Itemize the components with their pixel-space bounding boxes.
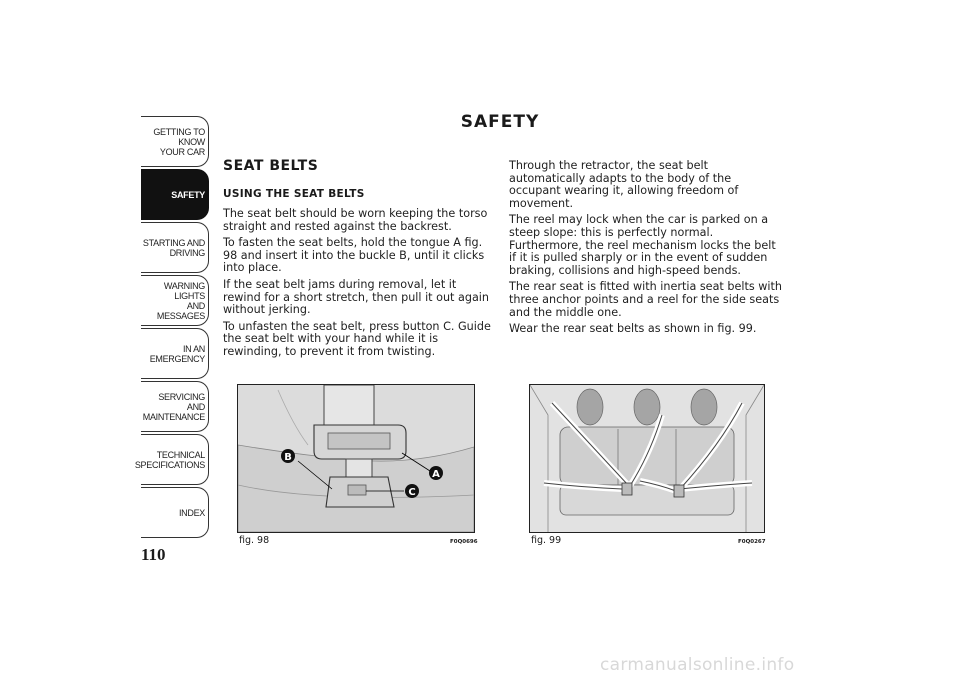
tab-technical[interactable]: TECHNICAL SPECIFICATIONS [141,434,209,485]
paragraph: The seat belt should be worn keeping the torso straight and rested against the backrest. [223,207,488,233]
paragraph: Wear the rear seat belts as shown in fig. 99. [509,322,757,336]
paragraph: If the seat belt jams during removal, let it rewind for a short stretch, then pull it out again without jerking. [223,277,490,317]
page-title: SAFETY [460,112,540,132]
figure-98-caption: fig. 98 [239,535,270,546]
tab-safety[interactable]: SAFETY [141,169,209,220]
label-b: B [284,452,292,463]
page-number: 110 [141,545,166,564]
figure-98-code: F0Q0696 [450,539,478,545]
tab-index[interactable]: INDEX [141,487,209,538]
label-c: C [408,487,416,498]
section-title: SEAT BELTS [223,158,319,174]
tab-servicing[interactable]: SERVICING AND MAINTENANCE [141,381,209,432]
section-subtitle: USING THE SEAT BELTS [223,188,365,200]
paragraph: To fasten the seat belts, hold the tongue A fig. 98 and insert it into the buckle B, until it clicks into place. [223,236,485,275]
figure-99 [529,384,765,533]
tab-emergency[interactable]: IN AN EMERGENCY [141,328,209,379]
rear-seat-belts-illustration [530,385,764,532]
figure-98 [237,384,475,533]
paragraph: Through the retractor, the seat belt automatically adapts to the body of the occupant wearing it, allowing freedom of movement. [509,159,739,210]
tab-getting-to-know[interactable]: GETTING TO KNOW YOUR CAR [141,116,209,167]
figure-99-code: F0Q0267 [738,539,766,545]
text-column-left [223,208,493,363]
tab-starting-driving[interactable]: STARTING AND DRIVING [141,222,209,273]
watermark: carmanualsonline.info [600,655,795,675]
text-column-right [509,160,784,340]
figure-99-caption: fig. 99 [531,535,562,546]
label-a: A [432,469,440,480]
seatbelt-buckle-illustration [238,385,474,532]
tab-warning-lights[interactable]: WARNING LIGHTS AND MESSAGES [141,275,209,326]
paragraph: The reel may lock when the car is parked on a steep slope: this is perfectly normal. Furthermore, the reel mechanism locks the belt if it is pulled sharply or in the event of sudden braking, collisions and high-speed bends. [509,213,776,277]
paragraph: The rear seat is fitted with inertia seat belts with three anchor points and a reel for the side seats and the middle one. [509,280,782,319]
paragraph: To unfasten the seat belt, press button C. Guide the seat belt with your hand while it is rewinding, to prevent it from twisting. [223,319,491,358]
